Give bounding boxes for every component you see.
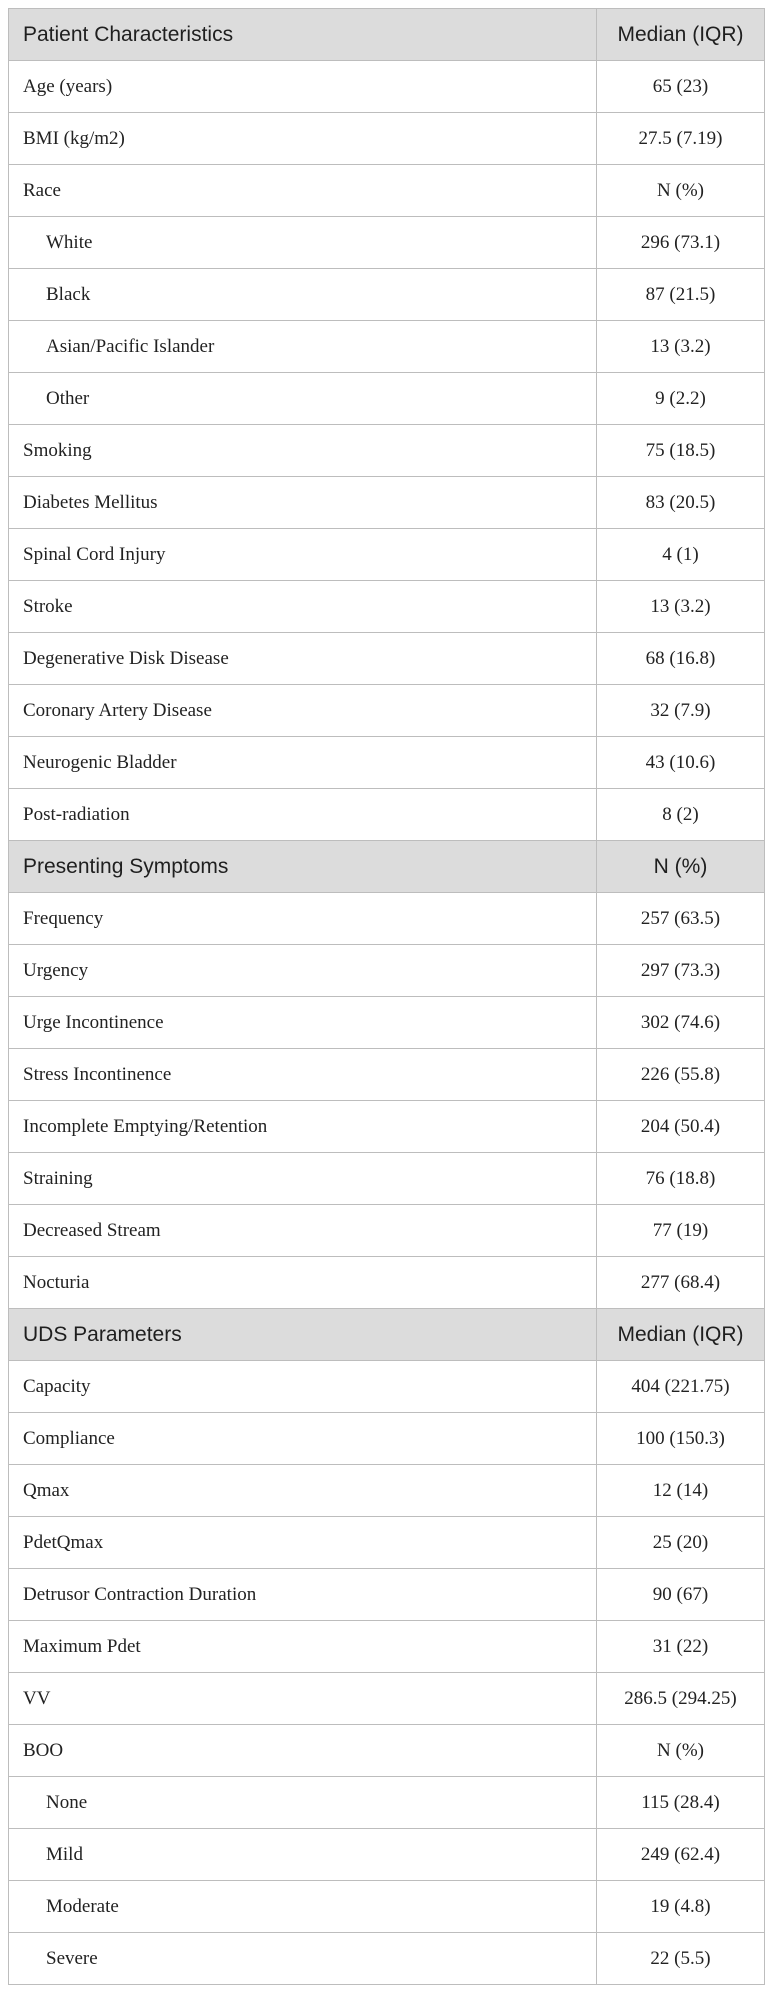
row-label: Frequency (9, 893, 597, 945)
row-sublabel: Asian/Pacific Islander (9, 321, 597, 373)
row-value: 297 (73.3) (597, 945, 765, 997)
row-value: 115 (28.4) (597, 1777, 765, 1829)
row-value: 76 (18.8) (597, 1153, 765, 1205)
row-label: Stroke (9, 581, 597, 633)
characteristics-table-container (8, 8, 764, 1985)
table-row (9, 529, 765, 581)
table-row (9, 1101, 765, 1153)
row-sublabel: Moderate (9, 1881, 597, 1933)
table-row (9, 1777, 765, 1829)
row-value: 257 (63.5) (597, 893, 765, 945)
row-value: 65 (23) (597, 61, 765, 113)
table-row (9, 1881, 765, 1933)
table-row (9, 1725, 765, 1777)
row-label: Post-radiation (9, 789, 597, 841)
row-label: Age (years) (9, 61, 597, 113)
row-value: 25 (20) (597, 1517, 765, 1569)
row-value: 83 (20.5) (597, 477, 765, 529)
row-value: 43 (10.6) (597, 737, 765, 789)
table-row (9, 321, 765, 373)
row-value: 249 (62.4) (597, 1829, 765, 1881)
table-row (9, 1257, 765, 1309)
row-value: 4 (1) (597, 529, 765, 581)
table-row (9, 737, 765, 789)
row-sublabel: Other (9, 373, 597, 425)
row-label: Spinal Cord Injury (9, 529, 597, 581)
row-label: Race (9, 165, 597, 217)
section-header-row (9, 9, 765, 61)
row-value: 8 (2) (597, 789, 765, 841)
table-row (9, 1829, 765, 1881)
row-label: Compliance (9, 1413, 597, 1465)
row-sublabel: Black (9, 269, 597, 321)
row-value: 12 (14) (597, 1465, 765, 1517)
row-value: 19 (4.8) (597, 1881, 765, 1933)
row-value: 9 (2.2) (597, 373, 765, 425)
row-value: 90 (67) (597, 1569, 765, 1621)
row-value: 77 (19) (597, 1205, 765, 1257)
table-row (9, 1205, 765, 1257)
row-label: Diabetes Mellitus (9, 477, 597, 529)
row-label: Urge Incontinence (9, 997, 597, 1049)
row-label: Capacity (9, 1361, 597, 1413)
table-row (9, 113, 765, 165)
row-value: 277 (68.4) (597, 1257, 765, 1309)
row-value: 302 (74.6) (597, 997, 765, 1049)
row-value: 22 (5.5) (597, 1933, 765, 1985)
row-value: 87 (21.5) (597, 269, 765, 321)
section-title: Presenting Symptoms (9, 841, 597, 893)
section-column-header: Median (IQR) (597, 9, 765, 61)
row-label: BOO (9, 1725, 597, 1777)
table-row (9, 165, 765, 217)
table-row (9, 945, 765, 997)
section-column-header: N (%) (597, 841, 765, 893)
characteristics-table (8, 8, 765, 1985)
row-label: PdetQmax (9, 1517, 597, 1569)
table-row (9, 581, 765, 633)
row-sublabel: White (9, 217, 597, 269)
section-title: Patient Characteristics (9, 9, 597, 61)
table-row (9, 1465, 765, 1517)
row-label: Incomplete Emptying/Retention (9, 1101, 597, 1153)
row-label: Detrusor Contraction Duration (9, 1569, 597, 1621)
row-label: Straining (9, 1153, 597, 1205)
row-value: 100 (150.3) (597, 1413, 765, 1465)
row-value: 404 (221.75) (597, 1361, 765, 1413)
section-column-header: Median (IQR) (597, 1309, 765, 1361)
row-label: VV (9, 1673, 597, 1725)
row-value: 68 (16.8) (597, 633, 765, 685)
row-label: Neurogenic Bladder (9, 737, 597, 789)
table-row (9, 893, 765, 945)
table-row (9, 217, 765, 269)
row-label: Urgency (9, 945, 597, 997)
row-sublabel: None (9, 1777, 597, 1829)
row-value: N (%) (597, 1725, 765, 1777)
table-row (9, 1933, 765, 1985)
table-row (9, 1517, 765, 1569)
row-label: Decreased Stream (9, 1205, 597, 1257)
table-row (9, 1569, 765, 1621)
row-label: Coronary Artery Disease (9, 685, 597, 737)
table-row (9, 373, 765, 425)
row-label: Qmax (9, 1465, 597, 1517)
table-row (9, 789, 765, 841)
table-row (9, 1413, 765, 1465)
table-body (9, 9, 765, 1985)
section-header-row (9, 841, 765, 893)
row-sublabel: Mild (9, 1829, 597, 1881)
row-value: 27.5 (7.19) (597, 113, 765, 165)
table-row (9, 61, 765, 113)
row-value: 31 (22) (597, 1621, 765, 1673)
row-label: Maximum Pdet (9, 1621, 597, 1673)
row-value: N (%) (597, 165, 765, 217)
row-value: 204 (50.4) (597, 1101, 765, 1153)
row-value: 32 (7.9) (597, 685, 765, 737)
row-value: 13 (3.2) (597, 581, 765, 633)
row-value: 286.5 (294.25) (597, 1673, 765, 1725)
section-title: UDS Parameters (9, 1309, 597, 1361)
section-header-row (9, 1309, 765, 1361)
table-row (9, 633, 765, 685)
table-row (9, 1049, 765, 1101)
row-label: Degenerative Disk Disease (9, 633, 597, 685)
row-value: 226 (55.8) (597, 1049, 765, 1101)
table-row (9, 1361, 765, 1413)
table-row (9, 425, 765, 477)
table-row (9, 997, 765, 1049)
row-label: Smoking (9, 425, 597, 477)
table-row (9, 269, 765, 321)
row-label: Nocturia (9, 1257, 597, 1309)
table-row (9, 1153, 765, 1205)
row-label: BMI (kg/m2) (9, 113, 597, 165)
row-sublabel: Severe (9, 1933, 597, 1985)
row-value: 75 (18.5) (597, 425, 765, 477)
row-label: Stress Incontinence (9, 1049, 597, 1101)
table-row (9, 477, 765, 529)
row-value: 296 (73.1) (597, 217, 765, 269)
table-row (9, 1621, 765, 1673)
table-row (9, 1673, 765, 1725)
row-value: 13 (3.2) (597, 321, 765, 373)
table-row (9, 685, 765, 737)
